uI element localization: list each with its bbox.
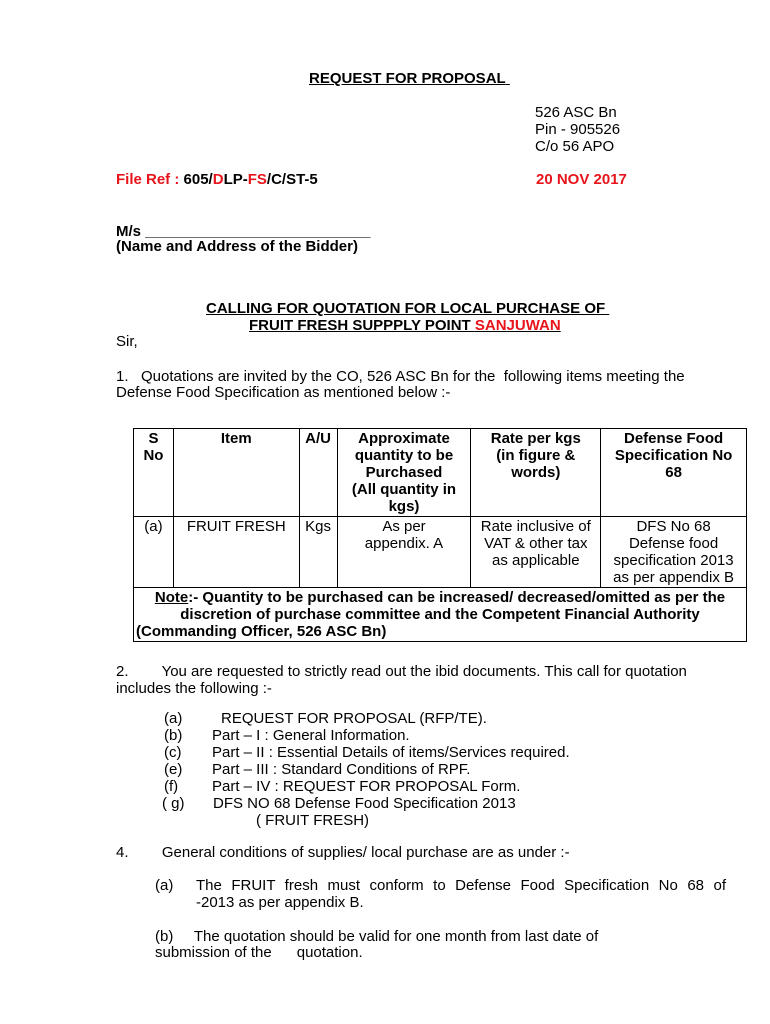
table-cell: Kgs	[299, 517, 337, 588]
list-item-label: (f)	[164, 778, 179, 795]
list-item	[0, 710, 770, 727]
letter-date: 20 NOV 2017	[536, 171, 627, 188]
list-item-text: Part – IV : REQUEST FOR PROPOSAL Form.	[212, 778, 521, 795]
address-line: C/o 56 APO	[535, 138, 615, 155]
list-item	[0, 761, 770, 778]
list-item-label: (a)	[164, 710, 183, 727]
header-cell: Approximate quantity to be Purchased (All quantity in kgs)	[337, 429, 471, 517]
address-line: 526 ASC Bn	[535, 104, 617, 121]
header-cell: S No	[134, 429, 174, 517]
list-item	[0, 744, 770, 761]
para2-line1: 2. You are requested to strictly read out the ibid documents. This call for quotation	[116, 663, 687, 680]
table-header-row	[134, 429, 747, 517]
list-item-text: ( FRUIT FRESH)	[256, 812, 370, 829]
table-note-row	[134, 588, 747, 642]
table-cell: (a)	[134, 517, 174, 588]
bidder-ms-line: M/s ___________________________	[116, 223, 371, 240]
header-cell: Defense Food Specification No 68	[601, 429, 747, 517]
table-cell: As per appendix. A	[337, 517, 471, 588]
list-item-label: (e)	[164, 761, 183, 778]
header-cell: A/U	[299, 429, 337, 517]
list-item-text: Part – I : General Information.	[212, 727, 410, 744]
salutation: Sir,	[116, 333, 138, 350]
para4-a-line1: The FRUIT fresh must conform to Defense Food Specification No 68 of	[196, 877, 726, 894]
file-ref-part: FS	[247, 171, 267, 188]
table-cell: FRUIT FRESH	[173, 517, 299, 588]
file-ref-label: File Ref :	[116, 171, 184, 188]
file-ref-part: C/ST-5	[271, 171, 318, 188]
file-ref-part: 605/	[183, 171, 213, 188]
items-table	[133, 428, 747, 642]
list-item-label: (c)	[164, 744, 182, 761]
note-text: :- Quantity to be purchased can be increased/ decreased/omitted as per the discretion of purchase committee and the Competent Financial Authority (Commanding Officer, 526 ASC Bn)	[136, 589, 726, 640]
list-item-text: REQUEST FOR PROPOSAL (RFP/TE).	[221, 710, 487, 727]
bidder-name-address: (Name and Address of the Bidder)	[116, 238, 358, 255]
table-row	[134, 517, 747, 588]
list-item-text: DFS NO 68 Defense Food Specification 2013	[213, 795, 516, 812]
subject-line-1: CALLING FOR QUOTATION FOR LOCAL PURCHASE OF	[206, 300, 606, 317]
table-cell: Rate inclusive of VAT & other tax as applicable	[471, 517, 601, 588]
document-title: REQUEST FOR PROPOSAL	[309, 70, 506, 87]
header-cell: Rate per kgs (in figure & words)	[471, 429, 601, 517]
file-reference	[116, 171, 318, 188]
file-ref-part: /	[266, 171, 272, 188]
para4-b-line2: submission of the quotation.	[155, 944, 363, 961]
address-line: Pin - 905526	[535, 121, 621, 138]
para4-line: 4. General conditions of supplies/ local purchase are as under :-	[116, 844, 570, 861]
sender-address	[535, 104, 620, 155]
para1-line1: 1. Quotations are invited by the CO, 526 ASC Bn for the following items meeting the	[116, 368, 685, 385]
file-ref-part: D	[212, 171, 224, 188]
list-item-text: Part – III : Standard Conditions of RPF.	[212, 761, 471, 778]
header-cell: Item	[173, 429, 299, 517]
para4-a-label: (a)	[155, 877, 174, 894]
para2-line2: includes the following :-	[116, 680, 272, 697]
file-ref-part: LP-	[223, 171, 248, 188]
subject-line-2: FRUIT FRESH SUPPPLY POINT SANJUWAN	[249, 317, 561, 334]
table-cell: DFS No 68 Defense food specification 2013 as per appendix B	[601, 517, 747, 588]
para4-a-line2: -2013 as per appendix B.	[196, 894, 364, 911]
para4-b-line1: (b) The quotation should be valid for one month from last date of	[155, 928, 599, 945]
list-item-label: (b)	[164, 727, 183, 744]
list-item	[0, 727, 770, 744]
supply-point-name: SANJUWAN	[474, 317, 561, 334]
list-item	[0, 778, 770, 795]
list-item	[0, 795, 770, 812]
table-note	[134, 588, 747, 642]
note-label: Note	[154, 589, 189, 606]
para1-line2: Defense Food Specification as mentioned below :-	[116, 384, 451, 401]
list-item-label: ( g)	[162, 795, 185, 812]
list-item-text: Part – II : Essential Details of items/Services required.	[212, 744, 570, 761]
list-item-continuation	[0, 812, 770, 829]
